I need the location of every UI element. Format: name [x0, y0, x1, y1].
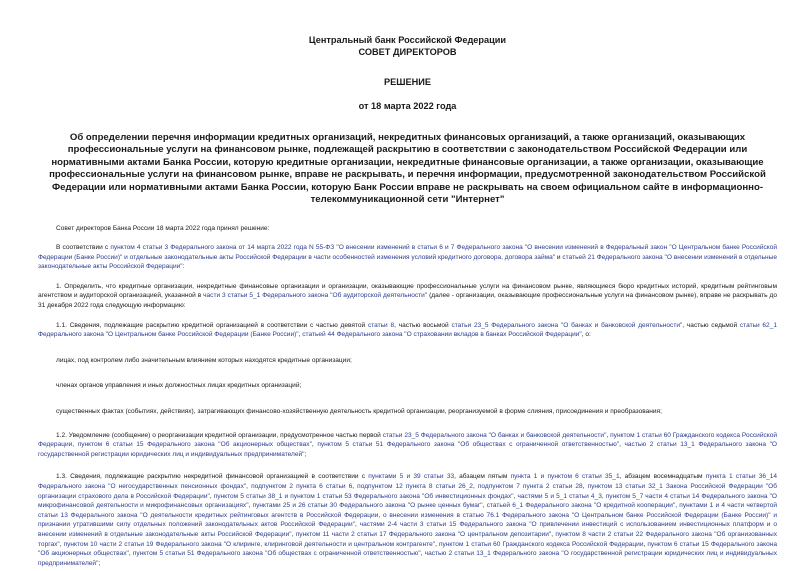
law-link[interactable]: подпунктом 2 пункта 6 статьи 6: [251, 482, 353, 490]
law-link[interactable]: пунктом 5 статьи 38_1 и пунктом 1 статьи 53 Федерального закона "Об инвестиционных фондах": [213, 492, 514, 500]
text-fragment: ,: [128, 550, 133, 558]
law-link[interactable]: пунктом 6 статьи 15 Федерального закона "Об акционерных обществах": [77, 441, 312, 449]
law-link[interactable]: пунктом 13 статьи 32_1 Закона Российской Федерации "Об организации страхового дела в Российской Федерации": [38, 482, 778, 500]
law-link[interactable]: статьи 23_5 Федерального закона "О банках и банковской деятельности": [382, 431, 607, 439]
law-link[interactable]: статьей 21 Федерального закона "О внесении изменений в отдельные законодательные акты Российской Федерации": [38, 253, 778, 271]
text-fragment: ,: [72, 441, 78, 449]
text-fragment: , о:: [581, 331, 591, 339]
law-link[interactable]: части 3 статьи 5_1 Федерального закона "Об аудиторской деятельности": [203, 292, 428, 300]
paragraph-1-1: [38, 321, 777, 340]
law-link[interactable]: пунктом 1 статьи 60 Гражданского кодекса Российской Федерации: [439, 540, 644, 548]
law-link[interactable]: пунктом 10 части 2 статьи 19 Федерального закона "О клиринге, клиринговой деятельности и центральном контрагенте": [63, 540, 436, 548]
intro-paragraph: Совет директоров Банка России 18 марта 2022 года принял решение:: [56, 225, 270, 233]
text-fragment: ;: [98, 559, 101, 567]
document-type: РЕШЕНИЕ: [384, 77, 431, 87]
text-fragment: , частью седьмой: [682, 321, 740, 329]
board-name: СОВЕТ ДИРЕКТОРОВ: [358, 47, 457, 57]
law-link[interactable]: пункта 1 статьи 36_14 Федерального закона "О негосударственных пенсионных фондах": [38, 473, 777, 490]
law-link[interactable]: частью 2 статьи 13_1 Федерального закона "О государственной регистрации юридических лиц и индивидуальных предпринимателей": [38, 441, 778, 458]
text-fragment: ,: [248, 502, 253, 510]
law-link[interactable]: пунктами 1 и 4 части четвертой статьи 13 Федерального закона "О деятельности кредитных рейтинговых агентств в Российской Федерации, о внесении изменения в статью 76.1 Федерального закона "О Центральном банке Российской Федерации (Банке России)" и признании утратившими силу отдельных положений законодательных актов Российской Федерации": [38, 502, 777, 529]
issuer-name: Центральный банк Российской Федерации: [308, 35, 507, 45]
law-link[interactable]: пунктом 5 статьи 51 Федерального закона "Об обществах с ограниченной ответственностью": [132, 550, 421, 558]
text-fragment: , абзацем пятым: [454, 473, 511, 481]
text-fragment: ,: [298, 331, 303, 339]
paragraph-1-2: [38, 431, 777, 460]
law-link[interactable]: пунктами 5 и 39 статьи 33: [368, 473, 455, 481]
law-link[interactable]: пунктом 8 части 2 статьи 22 Федерального закона "Об организованных торгах": [38, 530, 778, 548]
paragraph-1-3: [38, 472, 777, 568]
law-link[interactable]: подпунктом 7 пункта 2 статьи 28: [477, 482, 583, 490]
paragraph-1: [38, 282, 777, 311]
law-link[interactable]: пунктами 25 и 26 статьи 30 Федерального закона "О рынке ценных бумаг": [252, 502, 483, 510]
law-link[interactable]: пунктом 4 статьи 3 Федерального закона от 14 марта 2022 года N 55-ФЗ "О внесении изменений в статьи 6 и 7 Федерального закона "О внесении изменений в Федеральный закон "О Центральном банке Российской Федерации (Банке России)" и отдельные законодательные акты Российской Федерации в части особенностей изменения условий кредитного договора, договора займа": [38, 244, 777, 261]
text-fragment: ,: [513, 492, 518, 500]
law-link[interactable]: статьей 44 Федерального закона "О страховании вкладов в банках Российской Федерации": [302, 331, 582, 339]
list-item: лицах, под контролем либо значительным влиянием которых находятся кредитные организации;: [56, 356, 352, 364]
text-fragment: ,: [482, 502, 487, 510]
law-link[interactable]: пунктом 11 части 2 статьи 17 Федерального закона "О центральном депозитарии": [295, 530, 552, 538]
text-fragment: ,: [551, 530, 556, 538]
text-fragment: ,: [675, 502, 680, 510]
text-fragment: ,: [435, 540, 439, 548]
law-link[interactable]: статьи 23_5 Федерального закона "О банках и банковской деятельности": [451, 321, 683, 329]
law-link[interactable]: статьи 8: [367, 321, 395, 329]
text-fragment: ,: [472, 482, 478, 490]
text-fragment: 1.3. Сведения, подлежащие раскрытию некредитной финансовой организацией в соответствии с: [56, 473, 369, 481]
text-fragment: ,: [59, 540, 64, 548]
document-title: Об определении перечня информации кредитных организаций, некредитных финансовых организаций, а также организаций, оказывающих профессиональные услуги на финансовом рынке, подлежащей раскрытию в соответствии с законодательством Российской Федерации или нормативными актами Банка России, которую кредитные организации, некредитные финансовые организации, а также организации, оказывающие профессиональные услуги на финансовом рынке, вправе не раскрывать, и перечня информации, предусмотренной законодательством Российской Федерации или нормативными актами Банка России, которую Банк России вправе не раскрывать на своем официальном сайте в информационно-телекоммуникационной сети "Интернет": [49, 132, 766, 206]
list-item: существенных фактах (событиях, действиях), затрагивающих финансово-хозяйственную деятельность кредитной организации, реорганизуемой в форме слияния, присоединения и преобразования;: [56, 407, 662, 415]
text-fragment: и: [555, 253, 563, 261]
text-fragment: ,: [619, 441, 625, 449]
text-fragment: ,: [291, 530, 296, 538]
law-link[interactable]: пунктом 1 статьи 60 Гражданского кодекса Российской Федерации: [38, 431, 778, 449]
law-link[interactable]: пунктом 5 статьи 51 Федерального закона "Об обществах с ограниченной ответственностью": [317, 441, 620, 449]
list-item: членах органов управления и иных должностных лицах кредитных организаций;: [56, 382, 302, 390]
text-fragment: В соответствии с: [56, 244, 111, 252]
document-date: от 18 марта 2022 года: [358, 101, 457, 111]
law-link[interactable]: пункта 1 и пунктом 6 статьи 35_1: [510, 473, 620, 481]
text-fragment: ,: [311, 441, 318, 449]
text-fragment: (далее - организации, оказывающие профессиональные услуги на финансовом рынке), вправе не раскрывать до 31 декабря 2022 года следующую информацию:: [38, 292, 777, 309]
text-fragment: ,: [246, 482, 252, 490]
preamble-paragraph: [38, 243, 777, 272]
text-fragment: :: [182, 263, 185, 271]
text-fragment: ,: [606, 431, 611, 439]
text-fragment: 1. Определить, что кредитные организации, некредитные финансовые организации и организации, оказывающие профессиональные услуги на финансовом рынке, являющиеся бюро кредитных историй, кредитным рейтинговым агентством и аудиторской организацией, указанной в: [38, 282, 777, 300]
text-fragment: ,: [643, 540, 648, 548]
law-link[interactable]: статьей 6_1 Федерального закона "О кредитной кооперации": [486, 502, 676, 510]
text-fragment: ;: [304, 450, 307, 458]
text-fragment: 1.2. Уведомление (сообщение) о реорганизации кредитной организации, предусмотренное частью первой: [56, 431, 383, 439]
text-fragment: ,: [352, 482, 358, 490]
law-link[interactable]: частями 5 и 5_1 статьи 4_3, пунктом 5_7 части 4 статьи 14 Федерального закона "О микрофинансовой деятельности и микрофинансовых организациях": [38, 492, 778, 510]
text-fragment: 1.1. Сведения, подлежащие раскрытию кредитной организацией в соответствии с частью девятой: [56, 321, 368, 329]
law-link[interactable]: частями 2-4 части 3 статьи 15 Федерального закона "О привлечении инвестиций с использованием инвестиционных платформ и о внесении изменений в отдельные законодательные акты Российской Федерации": [38, 521, 777, 538]
text-fragment: ,: [582, 482, 588, 490]
document-body: [38, 224, 777, 568]
law-link[interactable]: частью 2 статьи 13_1 Федерального закона "О государственной регистрации юридических лиц и индивидуальных предпринимателей": [38, 550, 778, 567]
law-link[interactable]: статьи 62_1 Федерального закона "О Центральном банке Российской Федерации (Банке России)": [38, 321, 777, 339]
text-fragment: ,: [209, 492, 214, 500]
text-fragment: ,: [420, 550, 425, 558]
law-link[interactable]: пунктом 6 статьи 15 Федерального закона "Об акционерных обществах": [38, 540, 777, 558]
text-fragment: , частью восьмой: [394, 321, 452, 329]
text-fragment: ,: [354, 521, 360, 529]
text-fragment: , абзацем восемнадцатым: [619, 473, 706, 481]
law-link[interactable]: подпунктом 12 пункта 8 статьи 26_2: [357, 482, 473, 490]
